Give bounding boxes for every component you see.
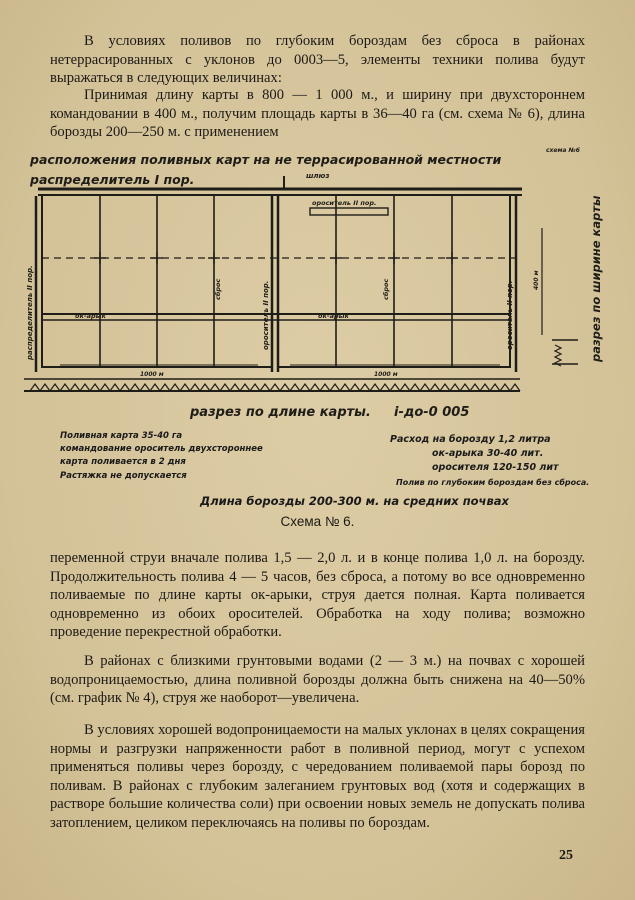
field-label-right: сброс	[382, 278, 390, 300]
dimension-right: 1000 м	[374, 371, 398, 378]
paragraph-permeability: В условиях хорошей водопроницаемости на малых уклонах в целях сокращения нормы и разгрузки напряженности работ в поливной период, могут с успехом применяться поливы через борозду, с чередованием поливаемой пары борозд по поливам. В районах с глубоким залеганием грунтовых вод (хотя и содержащих в растворе большие количества соли) при освоении новых земель не допускать полива затоплением, целиком переключаясь на поливы по бороздам.	[50, 722, 585, 831]
note-left-line: командование ороситель двухстороннее	[60, 444, 263, 455]
scheme-corner-label: схема №6	[546, 147, 580, 154]
distributor-label: распределитель I пор.	[30, 172, 195, 187]
notes-right	[390, 433, 589, 490]
note-right-line: оросителя 120-150 лит	[432, 462, 559, 474]
figure-caption: Схема № 6.	[280, 514, 355, 529]
page-number: 25	[559, 848, 573, 863]
notes-left	[60, 430, 263, 483]
furrow-length-note: Длина борозды 200-300 м. на средних почвах	[200, 494, 509, 508]
middle-canal-left-label: ороситель II пор.	[262, 280, 270, 350]
paragraph-intro: В условиях поливов по глубоким бороздам без сброса в районах нетеррасированных с уклонов до 0003—5, элементы техники полива будут выражаться в следующих величинах:	[50, 33, 585, 87]
field-label-left: сброс	[214, 278, 222, 300]
paragraph-water-flow: переменной струи вначале полива 1,5 — 2,0 л. и в конце полива 1,0 л. на борозду. Продолжительность полива 4 — 5 часов, без сброса, а потому во все одновременно поливаемые по длине карты ок-арыки, струя дается полная. Карта поливается одновременно из обоих оросителей. Обработка на ходу полива; возможно проведение перекрестной обработки.	[50, 550, 585, 641]
gate-label: шлюз	[306, 172, 330, 180]
paragraph-groundwater: В районах с близкими грунтовыми водами (2 — 3 м.) на почвах с хорошей водопроницаемостью, длина поливной борозды должна быть снижена на 40—50% (см. график № 4), струя же наоборот—увеличена.	[50, 653, 585, 707]
okaryk-label-right: ок-арык	[318, 312, 349, 320]
note-left-line: Растяжка не допускается	[60, 470, 187, 481]
top-canal-label: ороситель II пор.	[312, 199, 377, 207]
note-left-line: Поливная карта 35-40 га	[60, 431, 183, 441]
paragraph-card-dimensions: Принимая длину карты в 800 — 1 000 м., и ширину при двухстороннем командовании в 400 м., получим площадь карты в 36—40 га (см. схема № 6), длина борозды 200—250 м. с применением	[50, 87, 585, 141]
note-right-line: Полив по глубоким бороздам без сброса.	[396, 477, 590, 487]
right-section-label: разрез по ширине карты	[589, 195, 603, 362]
note-right-line: ок-арыка 30-40 лит.	[432, 448, 544, 460]
note-left-line: карта поливается в 2 дня	[60, 457, 186, 468]
left-canal-vertical-label: распределитель II пор.	[26, 265, 34, 360]
dimension-left: 1000 м	[140, 371, 164, 378]
slope-label: i-до-0 005	[394, 405, 470, 420]
note-right-line: Расход на борозду 1,2 литра	[390, 434, 551, 445]
section-label: разрез по длине карты.	[190, 405, 371, 420]
side-dimension: 400 м	[533, 270, 540, 290]
okaryk-label-left: ок-арык	[75, 312, 106, 320]
right-canal-vertical-label: ороситель II пор.	[506, 280, 514, 350]
scheme-title: расположения поливных карт на не террасированной местности	[30, 152, 502, 167]
